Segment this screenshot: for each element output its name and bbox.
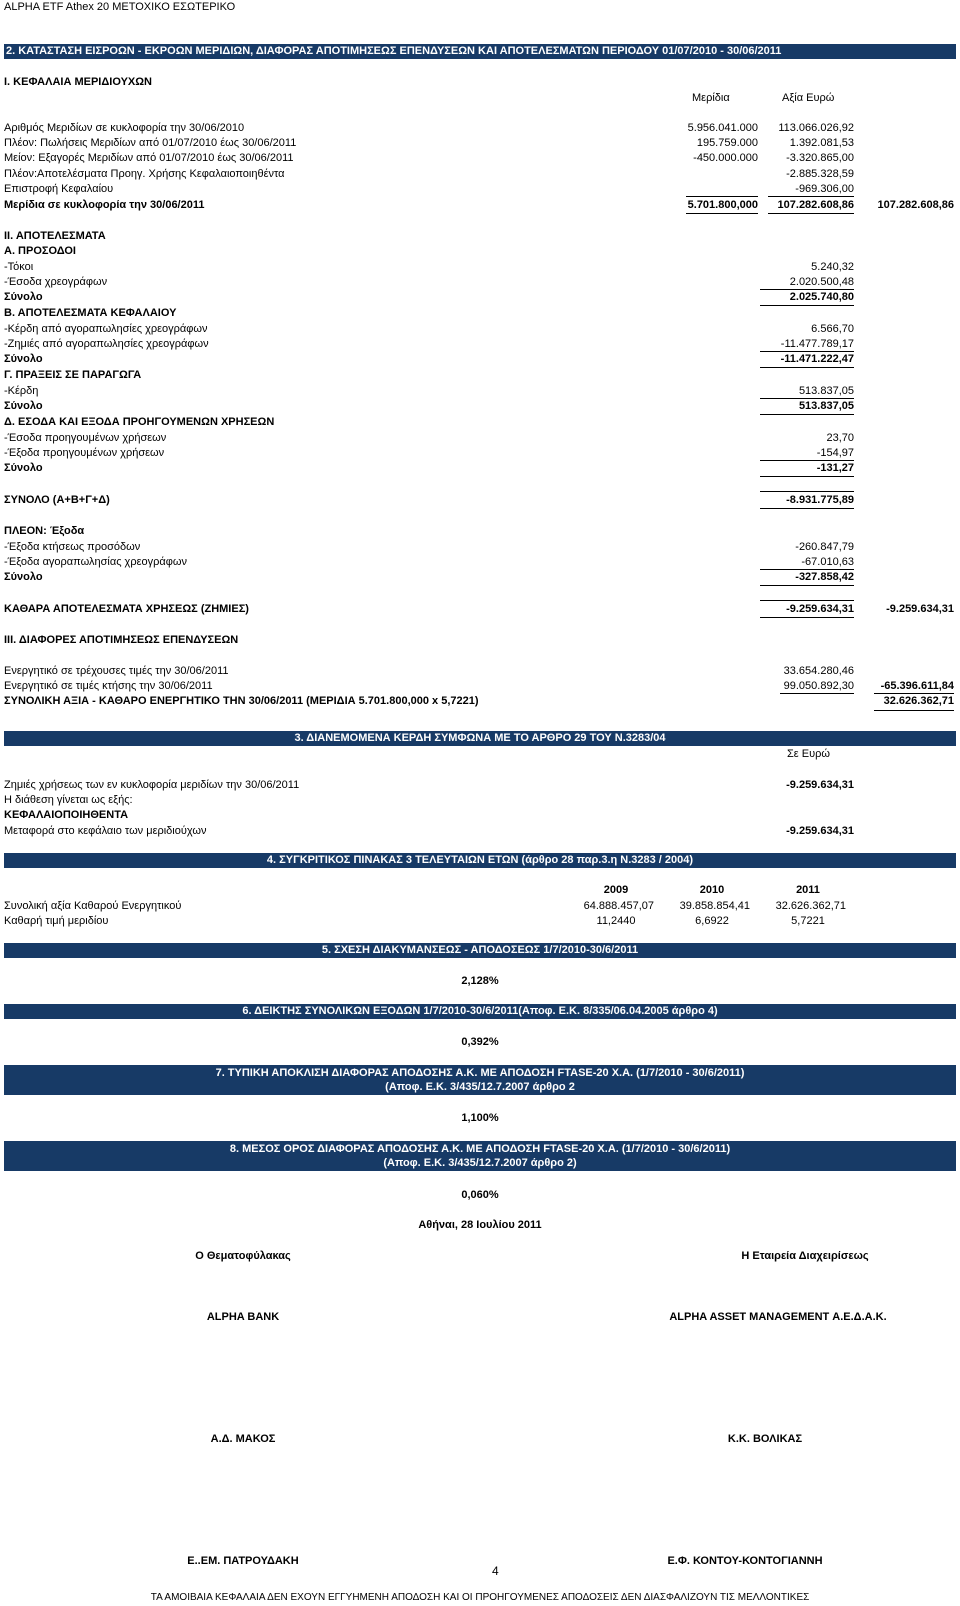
income-row-label: -Τόκοι (4, 261, 34, 273)
section-2-bar (4, 44, 956, 59)
underline (768, 196, 854, 197)
section-3-bar (4, 731, 956, 746)
income-row-value: 2.020.500,48 (789, 276, 854, 288)
capital-row-value: -969.306,00 (795, 183, 854, 195)
valuation-heading: ΙΙΙ. ΔΙΑΦΟΡΕΣ ΑΠΟΤΙΜΗΣΕΩΣ ΕΠΕΝΔΥΣΕΩΝ (4, 634, 239, 646)
underline (686, 213, 758, 214)
underline (874, 710, 954, 711)
col-value-header: Αξία Ευρώ (782, 92, 835, 104)
underline (760, 289, 854, 290)
section-8-value: 0,060% (461, 1189, 499, 1201)
underline (760, 569, 854, 570)
expenses-heading: ΠΛΕΟΝ: Έξοδα (4, 525, 85, 537)
capital-row-value: 1.392.081,53 (789, 137, 854, 149)
underline (874, 693, 954, 694)
expenses-row-value: -67.010,63 (801, 556, 854, 568)
income-heading: Α. ΠΡΟΣΟΔΟΙ (4, 245, 76, 257)
capital-total-value: 107.282.608,86 (777, 199, 854, 211)
capital-results-sum-label: Σύνολο (4, 353, 43, 365)
year-2011-header: 2011 (796, 884, 820, 896)
grand-total-label: ΣΥΝΟΛΟ (Α+Β+Γ+Δ) (4, 494, 110, 506)
section-5-bar (4, 943, 956, 958)
section-4-title: 4. ΣΥΓΚΡΙΤΙΚΟΣ ΠΙΝΑΚΑΣ 3 ΤΕΛΕΥΤΑΙΩΝ ΕΤΩΝ (άρθρο 28 παρ.3.η Ν.3283 / 2004) (266, 854, 694, 866)
underline (760, 585, 854, 586)
prior-years-row-value: 23,70 (826, 432, 854, 444)
comparative-value: 39.858.854,41 (679, 900, 750, 912)
results-heading: ΙΙ. ΑΠΟΤΕΛΕΣΜΑΤΑ (4, 230, 106, 242)
underline (686, 196, 758, 197)
section-7-title-line2: (Αποφ. Ε.Κ. 3/435/12.7.2007 άρθρο 2 (385, 1081, 575, 1093)
transfer-value: -9.259.634,31 (786, 825, 854, 837)
capital-row-value: -2.885.328,59 (786, 168, 854, 180)
capital-row-units: 195.759.000 (696, 137, 758, 149)
section-7-value: 1,100% (461, 1112, 499, 1124)
underline (760, 600, 854, 601)
section-7-title-line1: 7. ΤΥΠΙΚΗ ΑΠΟΚΛΙΣΗ ΔΙΑΦΟΡΑΣ ΑΠΟΔΟΣΗΣ Α.Κ. ΜΕ ΑΠΟΔΟΣΗ FTASE-20 Χ.Α. (1/7/2010 - 30/6/2011) (215, 1067, 745, 1079)
prior-years-heading: Δ. ΕΣΟΔΑ ΚΑΙ ΕΞΟΔΑ ΠΡΟΗΓΟΥΜΕΝΩΝ ΧΡΗΣΕΩΝ (4, 416, 275, 428)
underline (768, 213, 854, 214)
transfer-label: Μεταφορά στο κεφάλαιο των μεριδιούχων (4, 825, 207, 837)
comparative-row-label: Συνολική αξία Καθαρού Ενεργητικού (4, 900, 182, 912)
capital-heading: Ι. ΚΕΦΑΛΑΙΑ ΜΕΡΙΔΙΟΥΧΩΝ (4, 76, 153, 88)
capital-row-label: Πλέον:Αποτελέσματα Προηγ. Χρήσης Κεφαλαιοποιηθέντα (4, 168, 285, 180)
capital-row-label: Πλέον: Πωλήσεις Μεριδίων από 01/07/2010 έως 30/06/2011 (4, 137, 297, 149)
management-company-org: ALPHA ASSET MANAGEMENT Α.Ε.Δ.Α.Κ. (669, 1311, 887, 1323)
comparative-value: 5,7221 (791, 915, 825, 927)
year-2009-header: 2009 (603, 884, 629, 896)
underline (760, 491, 854, 492)
section-5-title: 5. ΣΧΕΣΗ ΔΙΑΚΥΜΑΝΣΕΩΣ - ΑΠΟΔΟΣΕΩΣ 1/7/2010-30/6/2011 (321, 944, 639, 956)
fund-name: ALPHA ETF Athex 20 ΜΕΤΟΧΙΚΟ ΕΣΩΤΕΡΙΚΟ (4, 1, 236, 13)
income-row-value: 5.240,32 (811, 261, 854, 273)
underline (760, 305, 854, 306)
underline (760, 414, 854, 415)
comparative-value: 11,2440 (596, 915, 636, 927)
valuation-total: 32.626.362,71 (883, 695, 954, 707)
section-3-title: 3. ΔΙΑΝΕΜΟΜΕΝΑ ΚΕΡΔΗ ΣΥΜΦΩΝΑ ΜΕ ΤΟ ΑΡΘΡΟ 29 ΤΟΥ Ν.3283/04 (294, 732, 666, 744)
valuation-row-label: Ενεργητικό σε τρέχουσες τιμές την 30/06/2011 (4, 665, 229, 677)
expenses-row-label: -Έξοδα αγοραπωλησίας χρεογράφων (4, 556, 187, 568)
comparative-row-label: Καθαρή τιμή μεριδίου (4, 915, 109, 927)
section-5-value: 2,128% (461, 975, 499, 987)
grand-total: -8.931.775,89 (786, 494, 854, 506)
underline (760, 367, 854, 368)
underline (760, 476, 854, 477)
section-2-title: 2. ΚΑΤΑΣΤΑΣΗ ΕΙΣΡΟΩΝ - ΕΚΡΟΩΝ ΜΕΡΙΔΙΩΝ, ΔΙΑΦΟΡΑΣ ΑΠΟΤΙΜΗΣΕΩΣ ΕΠΕΝΔΥΣΕΩΝ ΚΑΙ ΑΠΟΤΕΛΕΣΜΑΤΩΝ ΠΕΡΙΟΔΟΥ 01/07/2010 - 30/06/2011 (6, 45, 782, 57)
derivatives-sum: 513.837,05 (798, 400, 854, 412)
section-7-bar (4, 1065, 956, 1095)
section-6-value: 0,392% (461, 1036, 499, 1048)
year-2010-header: 2010 (699, 884, 725, 896)
derivatives-heading: Γ. ΠΡΑΞΕΙΣ ΣΕ ΠΑΡΑΓΩΓΑ (4, 369, 142, 381)
col-units-header: Μερίδια (692, 92, 730, 104)
prior-years-sum: -131,27 (816, 462, 854, 474)
custodian-signatory-1: Α.Δ. ΜΑΚΟΣ (210, 1433, 276, 1445)
section-8-bar (4, 1141, 956, 1171)
capital-results-row-value: 6.566,70 (811, 323, 854, 335)
underline (780, 693, 854, 694)
expenses-sum-label: Σύνολο (4, 571, 43, 583)
capital-results-row-label: -Ζημιές από αγοραπωλησίες χρεογράφων (4, 338, 209, 350)
underline (760, 508, 854, 509)
prior-years-row-value: -154,97 (816, 447, 854, 459)
management-company-role: Η Εταιρεία Διαχειρίσεως (741, 1250, 869, 1262)
valuation-row-total: -65.396.611,84 (880, 680, 954, 692)
section-6-bar (4, 1004, 956, 1019)
capital-results-sum: -11.471.222,47 (780, 353, 854, 365)
custodian-org: ALPHA BANK (206, 1311, 280, 1323)
valuation-total-label: ΣΥΝΟΛΙΚΗ ΑΞΙΑ - ΚΑΘΑΡΟ ΕΝΕΡΓΗΤΙΚΟ ΤΗΝ 30/06/2011 (ΜΕΡΙΔΙΑ 5.701.800,000 x 5,7221) (4, 695, 479, 707)
capital-row-value: 113.066.026,92 (778, 122, 854, 134)
capital-results-heading: Β. ΑΠΟΤΕΛΕΣΜΑΤΑ ΚΕΦΑΛΑΙΟΥ (4, 307, 177, 319)
expenses-sum: -327.858,42 (795, 571, 854, 583)
section-4-bar (4, 853, 956, 868)
prior-years-row-label: -Έξοδα προηγουμένων χρήσεων (4, 447, 165, 459)
capital-results-row-value: -11.477.789,17 (780, 338, 854, 350)
prior-years-sum-label: Σύνολο (4, 462, 43, 474)
loss-label: Ζημιές χρήσεως των εν κυκλοφορία μεριδίων την 30/06/2011 (4, 779, 300, 791)
underline (760, 398, 854, 399)
derivatives-row-value: 513.837,05 (798, 385, 854, 397)
capital-total-units: 5.701.800,000 (687, 199, 758, 211)
place-date: Αθήναι, 28 Ιουλίου 2011 (418, 1219, 542, 1231)
section-6-title: 6. ΔΕΙΚΤΗΣ ΣΥΝΟΛΙΚΩΝ ΕΞΟΔΩΝ 1/7/2010-30/6/2011(Αποφ. Ε.Κ. 8/335/06.04.2005 άρθρο 4) (242, 1005, 718, 1017)
expenses-row-label: -Έξοδα κτήσεως προσόδων (4, 541, 141, 553)
page-number: 4 (492, 1564, 499, 1578)
underline (760, 617, 854, 618)
custodian-role: Ο Θεματοφύλακας (195, 1250, 291, 1262)
net-results-label: ΚΑΘΑΡΑ ΑΠΟΤΕΛΕΣΜΑΤΑ ΧΡΗΣΕΩΣ (ΖΗΜΙΕΣ) (4, 603, 249, 615)
currency-label: Σε Ευρώ (787, 748, 830, 760)
prior-years-row-label: -Έσοδα προηγουμένων χρήσεων (4, 432, 167, 444)
valuation-row-value: 99.050.892,30 (783, 680, 854, 692)
section-8-title-line2: (Αποφ. Ε.Κ. 3/435/12.7.2007 άρθρο 2) (383, 1157, 577, 1169)
valuation-row-value: 33.654.280,46 (783, 665, 854, 677)
footer-disclaimer: ΤΑ ΑΜΟΙΒΑΙΑ ΚΕΦΑΛΑΙΑ ΔΕΝ ΕΧΟΥΝ ΕΓΓΥΗΜΕΝΗ ΑΠΟΔΟΣΗ ΚΑΙ ΟΙ ΠΡΟΗΓΟΥΜΕΝΕΣ ΑΠΟΔΟΣΕΙΣ ΔΕΝ ΔΙΑΣΦΑΛΙΖΟΥΝ ΤΙΣ ΜΕΛΛΟΝΤΙΚΕΣ (150, 1592, 810, 1603)
loss-value: -9.259.634,31 (786, 779, 854, 791)
capital-row-units: -450.000.000 (693, 152, 758, 164)
capital-total-final: 107.282.608,86 (877, 199, 954, 211)
derivatives-sum-label: Σύνολο (4, 400, 43, 412)
section-8-title-line1: 8. ΜΕΣΟΣ ΟΡΟΣ ΔΙΑΦΟΡΑΣ ΑΠΟΔΟΣΗΣ Α.Κ. ΜΕ ΑΠΟΔΟΣΗ FTASE-20 Χ.Α. (1/7/2010 - 30/6/2011) (229, 1143, 731, 1155)
underline (760, 460, 854, 461)
management-signatory-2: Ε.Φ. ΚΟΝΤΟΥ-ΚΟΝΤΟΓΙΑΝΝΗ (667, 1555, 823, 1567)
capital-row-label: Μείον: Εξαγορές Μεριδίων από 01/07/2010 έως 30/06/2011 (4, 152, 294, 164)
custodian-signatory-2: Ε..ΕΜ. ΠΑΤΡΟΥΔΑΚΗ (187, 1555, 299, 1567)
income-row-label: -Έσοδα χρεογράφων (4, 276, 108, 288)
management-signatory-1: Κ.Κ. ΒΟΛΙΚΑΣ (727, 1433, 803, 1445)
comparative-value: 6,6922 (695, 915, 729, 927)
capital-total-label: Μερίδια σε κυκλοφορία την 30/06/2011 (4, 199, 205, 211)
capital-row-label: Αριθμός Μεριδίων σε κυκλοφορία την 30/06/2010 (4, 122, 245, 134)
capital-row-label: Επιστροφή Κεφαλαίου (4, 183, 114, 195)
expenses-row-value: -260.847,79 (795, 541, 854, 553)
income-sum: 2.025.740,80 (789, 291, 854, 303)
disposal-text: Η διάθεση γίνεται ως εξής: (4, 794, 133, 806)
net-results: -9.259.634,31 (786, 603, 854, 615)
income-sum-label: Σύνολο (4, 291, 43, 303)
capital-row-units: 5.956.041.000 (687, 122, 758, 134)
derivatives-row-label: -Κέρδη (4, 385, 39, 397)
valuation-row-label: Ενεργητικό σε τιμές κτήσης την 30/06/2011 (4, 680, 213, 692)
comparative-value: 64.888.457,07 (583, 900, 654, 912)
capital-results-row-label: -Κέρδη από αγοραπωλησίες χρεογράφων (4, 323, 208, 335)
capital-row-value: -3.320.865,00 (786, 152, 854, 164)
underline (760, 351, 854, 352)
net-results-total: -9.259.634,31 (886, 603, 954, 615)
comparative-value: 32.626.362,71 (775, 900, 846, 912)
capitalized-heading: ΚΕΦΑΛΑΙΟΠΟΙΗΘΕΝΤΑ (4, 809, 129, 821)
